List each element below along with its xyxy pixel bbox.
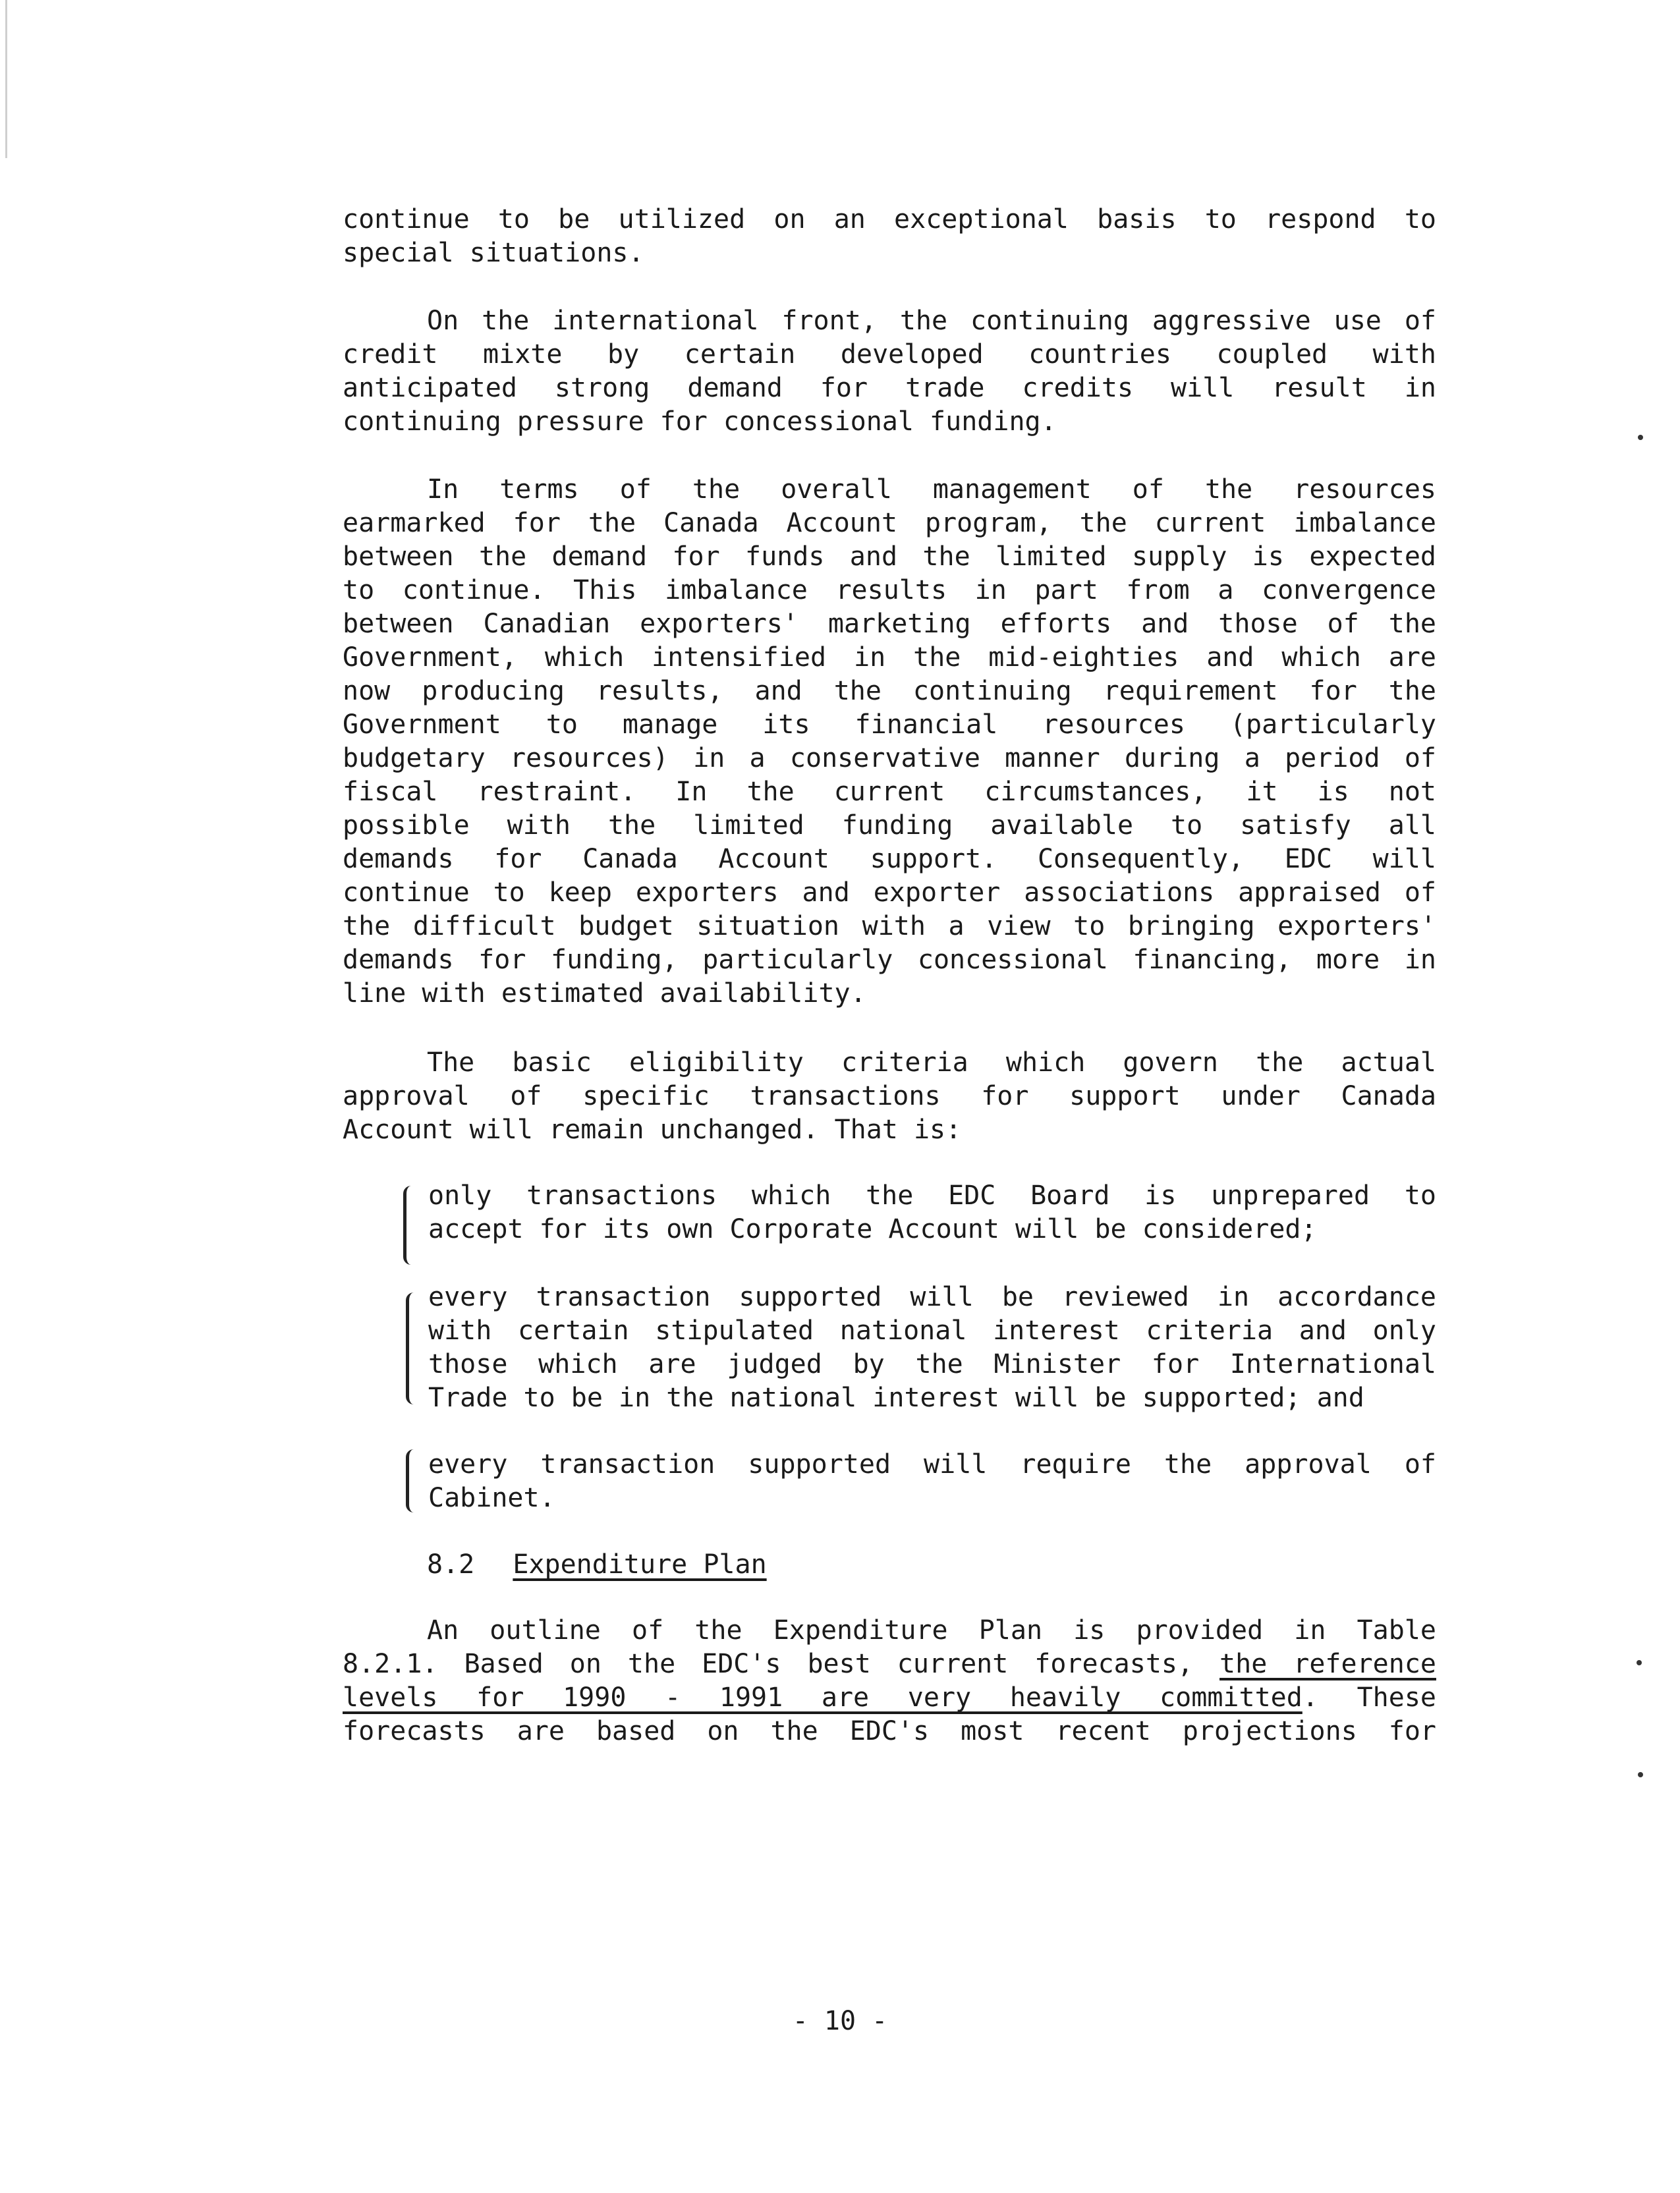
paragraph-1 [343, 203, 1436, 270]
underlined-phrase: the reference [1219, 1649, 1436, 1679]
text-line: continue to keep exporters and exporter associations appraised of [343, 877, 1436, 908]
scan-edge-line [5, 0, 7, 158]
text-line: continue to be utilized on an exceptional basis to respond to [343, 204, 1436, 235]
paragraph-3 [343, 473, 1436, 1011]
text-line: fiscal restraint. In the current circumstances, it is not [343, 777, 1436, 807]
criteria-item-3 [428, 1448, 1436, 1515]
text-line: Account will remain unchanged. That is: [343, 1115, 962, 1145]
text-line: now producing results, and the continuing requirement for the [343, 676, 1436, 706]
text-line: line with estimated availability. [343, 978, 866, 1009]
handwritten-bracket [406, 1449, 417, 1513]
text-line: continuing pressure for concessional funding. [343, 406, 1057, 437]
paragraph-4 [343, 1046, 1436, 1147]
paragraph-2 [343, 304, 1436, 439]
section-heading [427, 1548, 767, 1582]
text-line: anticipated strong demand for trade credits will result in [343, 373, 1436, 403]
text-line: An outline of the Expenditure Plan is provided in Table [427, 1615, 1436, 1646]
scan-speck [1637, 1660, 1642, 1665]
criteria-item-1 [428, 1179, 1436, 1246]
text-line: Government to manage its financial resources (particularly [343, 709, 1436, 740]
text-line: special situations. [343, 238, 644, 268]
text-line: to continue. This imbalance results in part from a convergence [343, 575, 1436, 605]
text-line: Trade to be in the national interest will be supported; and [428, 1383, 1364, 1413]
text-line [343, 1648, 1436, 1681]
section-title: Expenditure Plan [513, 1549, 767, 1580]
text-line: with certain stipulated national interest criteria and only [428, 1316, 1436, 1346]
text-line [343, 1681, 1436, 1715]
text-segment: 8.2.1. Based on the EDC's best current forecasts, [343, 1649, 1194, 1679]
handwritten-bracket [406, 1292, 418, 1404]
text-line: the difficult budget situation with a view to bringing exporters' [343, 911, 1436, 941]
text-line: forecasts are based on the EDC's most recent projections for [343, 1716, 1436, 1746]
text-line: approval of specific transactions for support under Canada [343, 1081, 1436, 1111]
text-line: demands for Canada Account support. Consequently, EDC will [343, 844, 1436, 874]
text-line: possible with the limited funding available to satisfy all [343, 810, 1436, 841]
section-number: 8.2 [427, 1549, 475, 1580]
text-line: Cabinet. [428, 1483, 555, 1513]
text-line: demands for funding, particularly concessional financing, more in [343, 945, 1436, 975]
text-line: earmarked for the Canada Account program, the current imbalance [343, 508, 1436, 538]
scan-speck [1638, 1772, 1643, 1777]
scan-speck [1638, 435, 1643, 440]
text-line: between the demand for funds and the limited supply is expected [343, 541, 1436, 572]
criteria-item-2 [428, 1281, 1436, 1415]
text-line: only transactions which the EDC Board is unprepared to [428, 1180, 1436, 1211]
text-line: Government, which intensified in the mid-eighties and which are [343, 642, 1436, 673]
underlined-phrase: levels for 1990 - 1991 are very heavily committed [343, 1682, 1302, 1713]
text-line: credit mixte by certain developed countries coupled with [343, 339, 1436, 370]
paragraph-5 [343, 1614, 1436, 1748]
handwritten-bracket [403, 1186, 418, 1265]
text-line: accept for its own Corporate Account will be considered; [428, 1214, 1317, 1244]
page-number: - 10 - [792, 2006, 888, 2036]
text-line: between Canadian exporters' marketing efforts and those of the [343, 609, 1436, 639]
text-line: The basic eligibility criteria which govern the actual [427, 1047, 1436, 1078]
text-line: budgetary resources) in a conservative manner during a period of [343, 743, 1436, 773]
text-segment: . These [1302, 1682, 1436, 1713]
text-line: those which are judged by the Minister for International [428, 1349, 1436, 1379]
text-line: In terms of the overall management of the resources [427, 474, 1436, 505]
text-line: On the international front, the continuing aggressive use of [427, 306, 1436, 336]
text-line: every transaction supported will require the approval of [428, 1449, 1436, 1480]
text-line: every transaction supported will be reviewed in accordance [428, 1282, 1436, 1312]
